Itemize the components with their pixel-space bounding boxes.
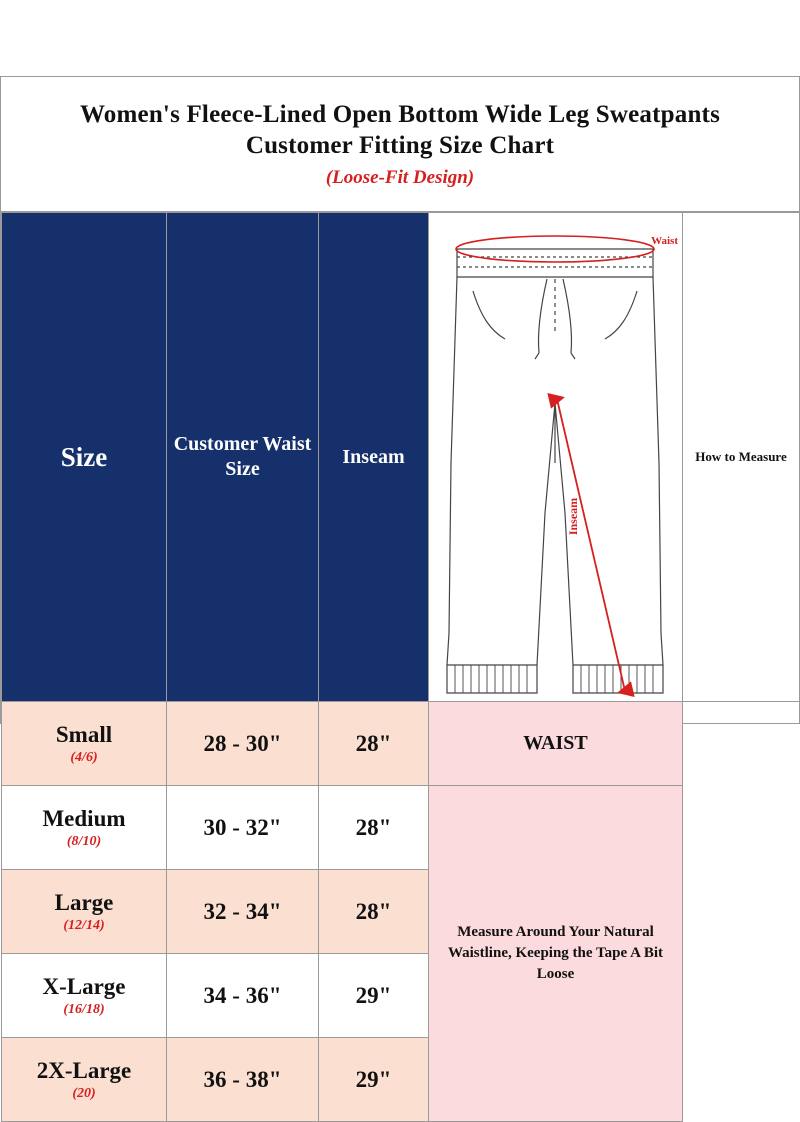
chart-subtitle: (Loose-Fit Design) — [325, 167, 475, 188]
how-to-measure-keyword: WAIST — [429, 702, 683, 786]
waist-cell-large: 32 - 34" — [167, 870, 319, 954]
inseam-cell-medium: 28" — [319, 786, 429, 870]
table-row — [2, 702, 800, 786]
size-name: Large — [54, 889, 114, 915]
pants-illustration-svg — [429, 213, 681, 701]
inseam-cell-2x-large: 29" — [319, 1038, 429, 1122]
size-cell-medium — [2, 786, 167, 870]
waist-cell-small: 28 - 30" — [167, 702, 319, 786]
column-header-how-to-measure: How to Measure — [683, 213, 800, 702]
size-cell-x-large — [2, 954, 167, 1038]
size-table — [1, 212, 800, 1122]
size-name: X-Large — [42, 973, 126, 999]
table-row — [2, 786, 800, 870]
waist-cell-x-large: 34 - 36" — [167, 954, 319, 1038]
size-numeric: (16/18) — [63, 1001, 105, 1017]
size-chart — [0, 76, 800, 1101]
pants-diagram — [429, 213, 682, 701]
waist-cell-2x-large: 36 - 38" — [167, 1038, 319, 1122]
inseam-diagram-label: Inseam — [566, 497, 581, 536]
size-numeric: (12/14) — [63, 917, 105, 933]
size-cell-small — [2, 702, 167, 786]
chart-title-block — [1, 77, 799, 212]
size-numeric: (20) — [72, 1085, 96, 1101]
chart-title-line-2: Customer Fitting Size Chart — [245, 132, 555, 159]
table-header-row — [2, 213, 800, 702]
column-header-waist: Customer Waist Size — [167, 213, 319, 702]
chart-title-line-1: Women's Fleece-Lined Open Bottom Wide Leg Sweatpants — [79, 101, 721, 128]
size-numeric: (8/10) — [66, 833, 102, 849]
column-header-inseam: Inseam — [319, 213, 429, 702]
size-numeric: (4/6) — [70, 749, 98, 765]
size-name: Small — [55, 721, 113, 747]
inseam-cell-small: 28" — [319, 702, 429, 786]
waist-cell-medium: 30 - 32" — [167, 786, 319, 870]
size-cell-large — [2, 870, 167, 954]
waist-diagram-label: Waist — [651, 235, 678, 247]
inseam-cell-large: 28" — [319, 870, 429, 954]
size-name: 2X-Large — [36, 1057, 132, 1083]
column-header-size: Size — [2, 213, 167, 702]
how-to-measure-instructions: Measure Around Your Natural Waistline, Keeping the Tape A Bit Loose — [429, 786, 683, 1122]
size-cell-2x-large — [2, 1038, 167, 1122]
pants-diagram-cell — [429, 213, 683, 702]
inseam-cell-x-large: 29" — [319, 954, 429, 1038]
size-name: Medium — [42, 805, 126, 831]
